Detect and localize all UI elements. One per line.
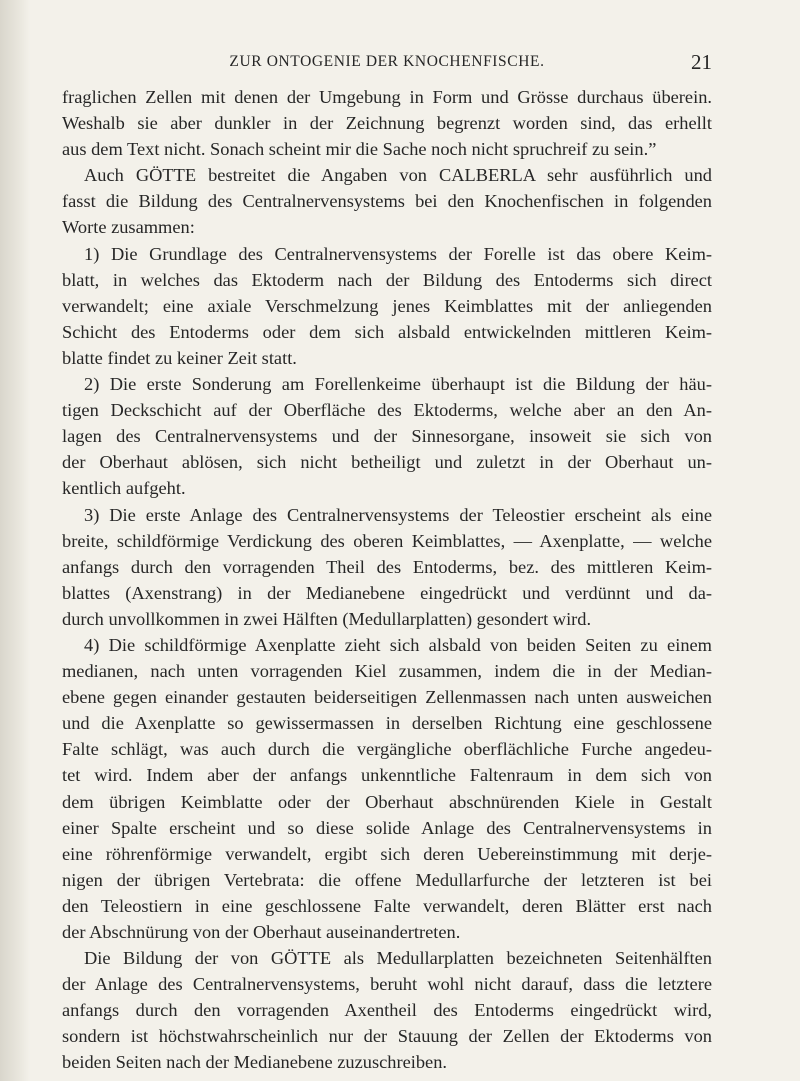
text-line: durch unvollkommen in zwei Hälften (Medullarplatten) gesondert wird. <box>62 608 592 629</box>
text-line: Weshalb sie aber dunkler in der Zeichnung begrenzt worden sind, das erhellt <box>62 113 712 134</box>
text-line: anfangs durch den vorragenden Theil des Entoderms, bez. des mittleren Keim- <box>62 556 712 577</box>
text-line: der Anlage des Centralnervensystems, beruht wohl nicht darauf, dass die letztere <box>62 974 712 995</box>
text-line: fasst die Bildung des Centralnervensystems bei den Knochenfischen in folgenden <box>62 191 712 212</box>
text-line: 2) Die erste Sonderung am Forellenkeime überhaupt ist die Bildung der häu- <box>84 374 712 395</box>
text-line: tet wird. Indem aber der anfangs unkenntliche Faltenraum in dem sich von <box>62 765 712 786</box>
text-line: ebene gegen einander gestauten beiderseitigen Zellenmassen nach unten ausweichen <box>62 687 712 708</box>
text-line: Auch GÖTTE bestreitet die Angaben von CALBERLA sehr ausführlich und <box>84 165 712 186</box>
running-title: ZUR ONTOGENIE DER KNOCHENFISCHE. <box>229 53 545 70</box>
text-line: eine röhrenförmige verwandelt, ergibt sich deren Uebereinstimmung mit derje- <box>62 843 712 864</box>
text-line: aus dem Text nicht. Sonach scheint mir die Sache noch nicht spruchreif zu sein.” <box>62 139 657 160</box>
text-line: lagen des Centralnervensystems und der Sinnesorgane, insoweit sie sich von <box>62 426 712 447</box>
text-line: Die Bildung der von GÖTTE als Medullarplatten bezeichneten Seitenhälften <box>84 948 712 969</box>
text-line: beiden Seiten nach der Medianebene zuzuschreiben. <box>62 1052 448 1073</box>
page-gutter-shadow <box>0 0 30 1081</box>
text-line: Schicht des Entoderms oder dem sich alsbald entwickelnden mittleren Keim- <box>62 321 712 342</box>
text-line: einer Spalte erscheint und so diese solide Anlage des Centralnervensystems in <box>62 817 712 838</box>
page-header <box>62 48 712 76</box>
text-line: 4) Die schildförmige Axenplatte zieht sich alsbald von beiden Seiten zu einem <box>84 634 712 655</box>
text-line: blatt, in welches das Ektoderm nach der Bildung des Entoderms sich direct <box>62 269 712 290</box>
text-line: dem übrigen Keimblatte oder der Oberhaut abschnürenden Kiele in Gestalt <box>62 791 712 812</box>
text-line: Worte zusammen: <box>62 217 195 238</box>
page-number: 21 <box>691 50 712 74</box>
text-line: medianen, nach unten vorragenden Kiel zusammen, indem die in der Median- <box>62 661 712 682</box>
text-line: der Abschnürung von der Oberhaut auseinandertreten. <box>62 922 461 942</box>
body-text <box>62 84 712 1076</box>
text-line: 3) Die erste Anlage des Centralnervensystems der Teleostier erscheint als eine <box>84 504 712 525</box>
text-line: den Teleostiern in eine geschlossene Falte verwandelt, deren Blätter erst nach <box>62 895 712 916</box>
text-line: nigen der übrigen Vertebrata: die offene Medullarfurche der letzteren ist bei <box>62 869 712 890</box>
text-line: blattes (Axenstrang) in der Medianebene eingedrückt und verdünnt und da- <box>62 582 712 603</box>
text-line: und die Axenplatte so gewissermassen in derselben Richtung eine geschlossene <box>62 713 712 734</box>
text-line: blatte findet zu keiner Zeit statt. <box>62 347 297 368</box>
text-line: fraglichen Zellen mit denen der Umgebung in Form und Grösse durchaus überein. <box>62 87 712 107</box>
text-line: kentlich aufgeht. <box>62 478 186 499</box>
text-line: anfangs durch den vorragenden Axentheil des Entoderms eingedrückt wird, <box>62 1000 712 1021</box>
text-line: 1) Die Grundlage des Centralnervensystems der Forelle ist das obere Keim- <box>84 243 712 264</box>
text-line: Falte schlägt, was auch durch die vergängliche oberflächliche Furche angedeu- <box>62 739 712 760</box>
text-line: der Oberhaut ablösen, sich nicht betheiligt und zuletzt in der Oberhaut un- <box>62 452 712 473</box>
text-line: breite, schildförmige Verdickung des oberen Keimblattes, — Axenplatte, — welche <box>62 530 712 551</box>
text-line: verwandelt; eine axiale Verschmelzung jenes Keimblattes mit der anliegenden <box>62 295 712 316</box>
text-line: tigen Deckschicht auf der Oberfläche des Ektoderms, welche aber an den An- <box>62 400 712 421</box>
text-line: sondern ist höchstwahrscheinlich nur der Stauung der Zellen der Ektoderms von <box>62 1026 712 1047</box>
